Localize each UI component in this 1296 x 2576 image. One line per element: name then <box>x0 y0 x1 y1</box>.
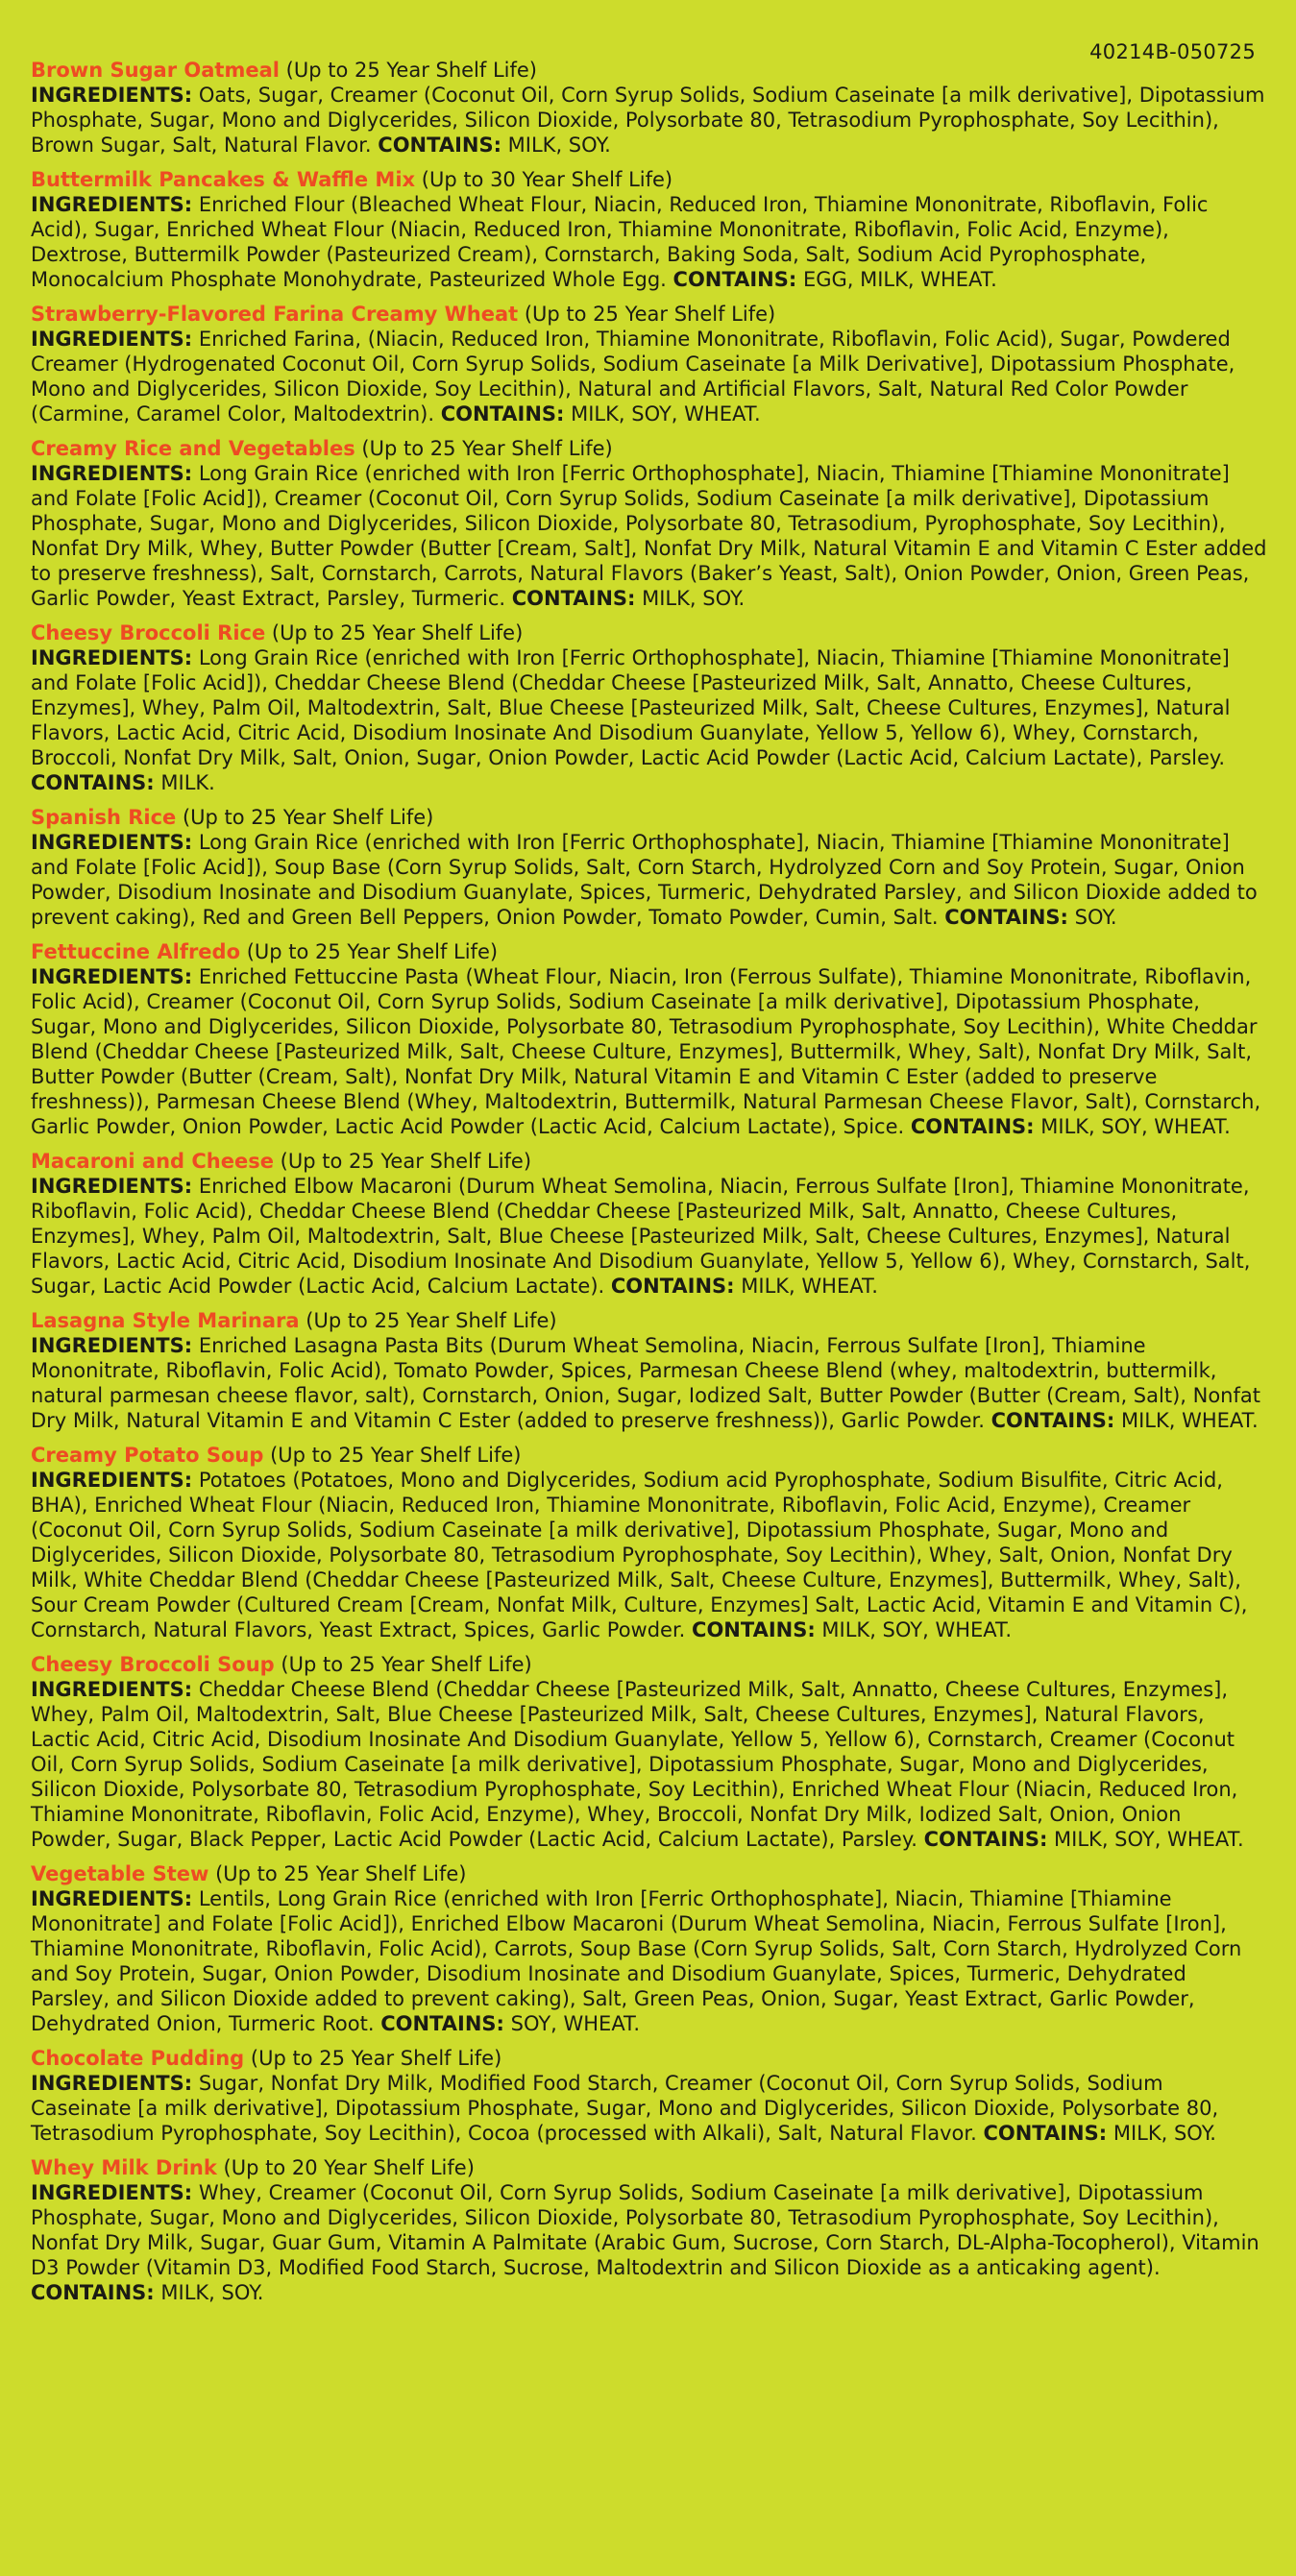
shelf-life: (Up to 25 Year Shelf Life) <box>182 806 434 829</box>
product-name: Chocolate Pudding <box>31 2047 245 2070</box>
contains-label: CONTAINS: <box>511 587 636 610</box>
shelf-life: (Up to 25 Year Shelf Life) <box>285 59 538 82</box>
ingredients-label: INGREDIENTS: <box>31 193 193 216</box>
contains-label: CONTAINS: <box>923 1828 1048 1851</box>
contains-label: CONTAINS: <box>910 1115 1035 1138</box>
product-entry <box>31 1149 1267 1299</box>
product-entry <box>31 167 1267 292</box>
ingredients-text: Lentils, Long Grain Rice (enriched with Iron [Ferric Orthophosphate], Niacin, Thiamine [Thiamine Mononitrate] and Folate [Folic Acid]), Enriched Elbow Macaroni (Durum Wheat Semolina, Niacin, Ferrous Sulfate [Iron], Thiamine Mononitrate, Riboflavin, Folic Acid), Carrots, Soup Base (Corn Syrup Solids, Salt, Corn Starch, Hydrolyzed Corn and Soy Protein, Sugar, Onion Powder, Disodium Inosinate and Disodium Guanylate, Spices, Turmeric, Dehydrated Parsley, and Silicon Dioxide added to prevent caking), Salt, Green Peas, Onion, Sugar, Yeast Extract, Garlic Powder, Dehydrated Onion, Turmeric Root. <box>31 1887 1242 2035</box>
product-entry <box>31 436 1267 611</box>
product-header <box>31 2046 1267 2071</box>
shelf-life: (Up to 25 Year Shelf Life) <box>281 1653 532 1676</box>
product-header <box>31 1861 1267 1886</box>
product-entry <box>31 58 1267 158</box>
ingredients-label: INGREDIENTS: <box>31 831 193 854</box>
contains-label: CONTAINS: <box>990 1409 1115 1432</box>
product-list <box>31 58 1267 2305</box>
ingredients-label: INGREDIENTS: <box>31 1469 193 1492</box>
product-name: Vegetable Stew <box>31 1862 209 1885</box>
product-header <box>31 436 1267 461</box>
contains-text: MILK, SOY. <box>642 587 746 610</box>
product-name: Creamy Potato Soup <box>31 1444 264 1467</box>
ingredients-text: Potatoes (Potatoes, Mono and Diglycerides, Sodium acid Pyrophosphate, Sodium Bisulfite, Citric Acid, BHA), Enriched Wheat Flour (Niacin, Reduced Iron, Thiamine Mononitrate, Riboflavin, Folic Acid, Enzyme), Creamer (Coconut Oil, Corn Syrup Solids, Sodium Caseinate [a milk derivative], Dipotassium Phosphate, Sugar, Mono and Diglycerides, Silicon Dioxide, Polysorbate 80, Tetrasodium Pyrophosphate, Soy Lecithin), Whey, Salt, Onion, Nonfat Dry Milk, White Cheddar Blend (Cheddar Cheese [Pasteurized Milk, Salt, Cheese Culture, Enzymes], Buttermilk, Whey, Salt), Sour Cream Powder (Cultured Cream [Cream, Nonfat Milk, Culture, Enzymes] Salt, Lactic Acid, Vitamin E and Vitamin C), Cornstarch, Natural Flavors, Yeast Extract, Spices, Garlic Powder. <box>31 1469 1248 1641</box>
product-name: Strawberry-Flavored Farina Creamy Wheat <box>31 303 519 326</box>
contains-text: EGG, MILK, WHEAT. <box>802 268 997 291</box>
product-name: Spanish Rice <box>31 806 177 829</box>
contains-label: CONTAINS: <box>944 906 1068 929</box>
product-name: Whey Milk Drink <box>31 2156 217 2179</box>
product-entry <box>31 1443 1267 1642</box>
contains-text: MILK, WHEAT. <box>741 1275 878 1298</box>
product-name: Fettuccine Alfredo <box>31 940 241 963</box>
ingredients-label: INGREDIENTS: <box>31 646 193 669</box>
contains-text: MILK, WHEAT. <box>1120 1409 1259 1432</box>
shelf-life: (Up to 25 Year Shelf Life) <box>524 303 776 326</box>
ingredients-label: INGREDIENTS: <box>31 1678 193 1701</box>
product-header <box>31 1308 1267 1333</box>
product-name: Lasagna Style Marinara <box>31 1309 300 1332</box>
contains-text: SOY. <box>1074 906 1117 929</box>
product-header <box>31 167 1267 192</box>
ingredients-label: INGREDIENTS: <box>31 84 193 107</box>
ingredients-text: Enriched Elbow Macaroni (Durum Wheat Semolina, Niacin, Ferrous Sulfate [Iron], Thiamine Mononitrate, Riboflavin, Folic Acid), Cheddar Cheese Blend (Cheddar Cheese [Pasteurized Milk, Salt, Annatto, Cheese Cultures, Enzymes], Whey, Palm Oil, Maltodextrin, Salt, Blue Cheese [Pasteurized Milk, Salt, Cheese Cultures, Enzymes], Natural Flavors, Lactic Acid, Citric Acid, Disodium Inosinate And Disodium Guanylate, Yellow 5, Yellow 6), Whey, Cornstarch, Salt, Sugar, Lactic Acid Powder (Lactic Acid, Calcium Lactate). <box>31 1175 1251 1298</box>
shelf-life: (Up to 25 Year Shelf Life) <box>280 1150 532 1173</box>
contains-text: SOY, WHEAT. <box>510 2012 641 2035</box>
ingredients-label: INGREDIENTS: <box>31 2072 193 2095</box>
product-entry <box>31 1308 1267 1433</box>
shelf-life: (Up to 25 Year Shelf Life) <box>306 1309 557 1332</box>
ingredients-text: Cheddar Cheese Blend (Cheddar Cheese [Pasteurized Milk, Salt, Annatto, Cheese Cultures, Enzymes], Whey, Palm Oil, Maltodextrin, Salt, Blue Cheese [Pasteurized Milk, Salt, Cheese Cultures, Enzymes], Natural Flavors, Lactic Acid, Citric Acid, Disodium Inosinate And Disodium Guanylate, Yellow 5, Yellow 6), Cornstarch, Creamer (Coconut Oil, Corn Syrup Solids, Sodium Caseinate [a milk derivative], Dipotassium Phosphate, Sugar, Mono and Diglycerides, Silicon Dioxide, Polysorbate 80, Tetrasodium Pyrophosphate, Soy Lecithin), Enriched Wheat Flour (Niacin, Reduced Iron, Thiamine Mononitrate, Riboflavin, Folic Acid, Enzyme), Whey, Broccoli, Nonfat Dry Milk, Iodized Salt, Onion, Onion Powder, Sugar, Black Pepper, Lactic Acid Powder (Lactic Acid, Calcium Lactate), Parsley. <box>31 1678 1238 1851</box>
contains-label: CONTAINS: <box>983 2122 1108 2145</box>
product-name: Cheesy Broccoli Soup <box>31 1653 275 1676</box>
product-entry <box>31 805 1267 930</box>
product-entry <box>31 620 1267 795</box>
contains-label: CONTAINS: <box>31 2281 155 2304</box>
product-name: Macaroni and Cheese <box>31 1150 274 1173</box>
product-header <box>31 302 1267 327</box>
ingredients-text: Enriched Flour (Bleached Wheat Flour, Niacin, Reduced Iron, Thiamine Mononitrate, Riboflavin, Folic Acid), Sugar, Enriched Wheat Flour (Niacin, Reduced Iron, Thiamine Mononitrate, Riboflavin, Folic Acid, Enzyme), Dextrose, Buttermilk Powder (Pasteurized Cream), Cornstarch, Baking Soda, Salt, Sodium Acid Pyrophosphate, Monocalcium Phosphate Monohydrate, Pasteurized Whole Egg. <box>31 193 1209 291</box>
product-header <box>31 939 1267 964</box>
product-name: Creamy Rice and Vegetables <box>31 437 355 460</box>
ingredients-text: Oats, Sugar, Creamer (Coconut Oil, Corn Syrup Solids, Sodium Caseinate [a milk derivative], Dipotassium Phosphate, Sugar, Mono and Diglycerides, Silicon Dioxide, Polysorbate 80, Tetrasodium Pyrophosphate, Soy Lecithin), Brown Sugar, Salt, Natural Flavor. <box>31 84 1265 157</box>
shelf-life: (Up to 25 Year Shelf Life) <box>246 940 499 963</box>
ingredients-label: INGREDIENTS: <box>31 462 193 485</box>
contains-label: CONTAINS: <box>440 402 565 425</box>
shelf-life: (Up to 25 Year Shelf Life) <box>361 437 613 460</box>
shelf-life: (Up to 20 Year Shelf Life) <box>223 2156 475 2179</box>
ingredients-text: Long Grain Rice (enriched with Iron [Ferric Orthophosphate], Niacin, Thiamine [Thiamine Mononitrate] and Folate [Folic Acid]), Creamer (Coconut Oil, Corn Syrup Solids, Sodium Caseinate [a milk derivative], Dipotassium Phosphate, Sugar, Mono and Diglycerides, Silicon Dioxide, Polysorbate 80, Tetrasodium, Pyrophosphate, Soy Lecithin), Nonfat Dry Milk, Whey, Butter Powder (Butter [Cream, Salt], Nonfat Dry Milk, Natural Vitamin E and Vitamin C Ester added to preserve freshness), Salt, Cornstarch, Carrots, Natural Flavors (Baker’s Yeast, Salt), Onion Powder, Onion, Green Peas, Garlic Powder, Yeast Extract, Parsley, Turmeric. <box>31 462 1267 610</box>
product-header <box>31 805 1267 830</box>
contains-text: MILK, SOY, WHEAT. <box>1040 1115 1231 1138</box>
contains-text: MILK, SOY. <box>507 134 611 157</box>
product-header <box>31 620 1267 645</box>
ingredients-text: Long Grain Rice (enriched with Iron [Ferric Orthophosphate], Niacin, Thiamine [Thiamine Mononitrate] and Folate [Folic Acid]), Soup Base (Corn Syrup Solids, Salt, Corn Starch, Hydrolyzed Corn and Soy Protein, Sugar, Onion Powder, Disodium Inosinate and Disodium Guanylate, Spices, Turmeric, Dehydrated Parsley, and Silicon Dioxide added to prevent caking), Red and Green Bell Peppers, Onion Powder, Tomato Powder, Cumin, Salt. <box>31 831 1258 929</box>
shelf-life: (Up to 25 Year Shelf Life) <box>250 2047 502 2070</box>
product-header <box>31 1443 1267 1468</box>
contains-label: CONTAINS: <box>672 268 797 291</box>
product-entry <box>31 939 1267 1139</box>
contains-label: CONTAINS: <box>692 1618 816 1641</box>
product-name: Cheesy Broccoli Rice <box>31 621 266 644</box>
contains-label: CONTAINS: <box>380 2012 504 2035</box>
product-name: Brown Sugar Oatmeal <box>31 59 280 82</box>
shelf-life: (Up to 30 Year Shelf Life) <box>421 168 673 191</box>
ingredients-text: Long Grain Rice (enriched with Iron [Ferric Orthophosphate], Niacin, Thiamine [Thiamine Mononitrate] and Folate [Folic Acid]), Cheddar Cheese Blend (Cheddar Cheese [Pasteurized Milk, Salt, Annatto, Cheese Cultures, Enzymes], Whey, Palm Oil, Maltodextrin, Salt, Blue Cheese [Pasteurized Milk, Salt, Cheese Cultures, Enzymes], Natural Flavors, Lactic Acid, Citric Acid, Disodium Inosinate And Disodium Guanylate, Yellow 5, Yellow 6), Whey, Cornstarch, Broccoli, Nonfat Dry Milk, Salt, Onion, Sugar, Onion Powder, Lactic Acid Powder (Lactic Acid, Calcium Lactate), Parsley. <box>31 646 1231 769</box>
ingredients-text: Whey, Creamer (Coconut Oil, Corn Syrup Solids, Sodium Caseinate [a milk derivative], Dipotassium Phosphate, Sugar, Mono and Diglycerides, Silicon Dioxide, Polysorbate 80, Tetrasodium Pyrophosphate, Soy Lecithin), Nonfat Dry Milk, Sugar, Guar Gum, Vitamin A Palmitate (Arabic Gum, Sucrose, Corn Starch, DL-Alpha-Tocopherol), Vitamin D3 Powder (Vitamin D3, Modified Food Starch, Sucrose, Maltodextrin and Silicon Dioxide as a anticaking agent). <box>31 2181 1259 2279</box>
ingredients-label: INGREDIENTS: <box>31 1334 193 1357</box>
product-entry <box>31 302 1267 426</box>
ingredients-label: INGREDIENTS: <box>31 1175 193 1198</box>
document-code: 40214B-050725 <box>1089 40 1256 63</box>
ingredients-text: Sugar, Nonfat Dry Milk, Modified Food Starch, Creamer (Coconut Oil, Corn Syrup Solids, Sodium Caseinate [a milk derivative], Dipotassium Phosphate, Sugar, Mono and Diglycerides, Silicon Dioxide, Polysorbate 80, Tetrasodium Pyrophosphate, Soy Lecithin), Cocoa (processed with Alkali), Salt, Natural Flavor. <box>31 2072 1219 2145</box>
shelf-life: (Up to 25 Year Shelf Life) <box>215 1862 467 1885</box>
contains-label: CONTAINS: <box>378 134 501 157</box>
contains-text: MILK. <box>160 771 215 794</box>
ingredients-label: INGREDIENTS: <box>31 1887 193 1910</box>
shelf-life: (Up to 25 Year Shelf Life) <box>271 621 524 644</box>
ingredients-text: Enriched Farina, (Niacin, Reduced Iron, Thiamine Mononitrate, Riboflavin, Folic Acid), Sugar, Powdered Creamer (Hydrogenated Coconut Oil, Corn Syrup Solids, Sodium Caseinate [a Milk Derivative], Dipotassium Phosphate, Mono and Diglycerides, Silicon Dioxide, Soy Lecithin), Natural and Artificial Flavors, Salt, Natural Red Color Powder (Carmine, Caramel Color, Maltodextrin). <box>31 328 1235 425</box>
product-entry <box>31 2046 1267 2146</box>
contains-text: MILK, SOY, WHEAT. <box>571 402 761 425</box>
product-entry <box>31 1861 1267 2036</box>
ingredients-label: INGREDIENTS: <box>31 965 193 988</box>
product-header <box>31 1652 1267 1677</box>
contains-text: MILK, SOY. <box>1113 2122 1216 2145</box>
ingredients-label: INGREDIENTS: <box>31 2181 193 2204</box>
ingredients-text: Enriched Lasagna Pasta Bits (Durum Wheat Semolina, Niacin, Ferrous Sulfate [Iron], Thiamine Mononitrate, Riboflavin, Folic Acid), Tomato Powder, Spices, Parmesan Cheese Blend (whey, maltodextrin, buttermilk, natural parmesan cheese flavor, salt), Cornstarch, Onion, Sugar, Iodized Salt, Butter Powder (Butter (Cream, Salt), Nonfat Dry Milk, Natural Vitamin E and Vitamin C Ester (added to preserve freshness)), Garlic Powder. <box>31 1334 1260 1432</box>
contains-label: CONTAINS: <box>610 1275 735 1298</box>
product-entry <box>31 1652 1267 1852</box>
product-entry <box>31 2155 1267 2305</box>
ingredients-label: INGREDIENTS: <box>31 328 193 351</box>
contains-text: MILK, SOY, WHEAT. <box>1054 1828 1244 1851</box>
shelf-life: (Up to 25 Year Shelf Life) <box>270 1444 522 1467</box>
contains-text: MILK, SOY. <box>160 2281 264 2304</box>
contains-label: CONTAINS: <box>31 771 155 794</box>
ingredients-text: Enriched Fettuccine Pasta (Wheat Flour, Niacin, Iron (Ferrous Sulfate), Thiamine Mononitrate, Riboflavin, Folic Acid), Creamer (Coconut Oil, Corn Syrup Solids, Sodium Caseinate [a milk derivative], Dipotassium Phosphate, Sugar, Mono and Diglycerides, Silicon Dioxide, Polysorbate 80, Tetrasodium Pyrophosphate, Soy Lecithin), White Cheddar Blend (Cheddar Cheese [Pasteurized Milk, Salt, Cheese Culture, Enzymes], Buttermilk, Whey, Salt), Nonfat Dry Milk, Salt, Butter Powder (Butter (Cream, Salt), Nonfat Dry Milk, Natural Vitamin E and Vitamin C Ester (added to preserve freshness)), Parmesan Cheese Blend (Whey, Maltodextrin, Buttermilk, Natural Parmesan Cheese Flavor, Salt), Cornstarch, Garlic Powder, Onion Powder, Lactic Acid Powder (Lactic Acid, Calcium Lactate), Spice. <box>31 965 1261 1138</box>
product-header <box>31 58 1267 83</box>
product-name: Buttermilk Pancakes & Waffle Mix <box>31 168 416 191</box>
product-header <box>31 2155 1267 2180</box>
contains-text: MILK, SOY, WHEAT. <box>821 1618 1013 1641</box>
product-header <box>31 1149 1267 1174</box>
